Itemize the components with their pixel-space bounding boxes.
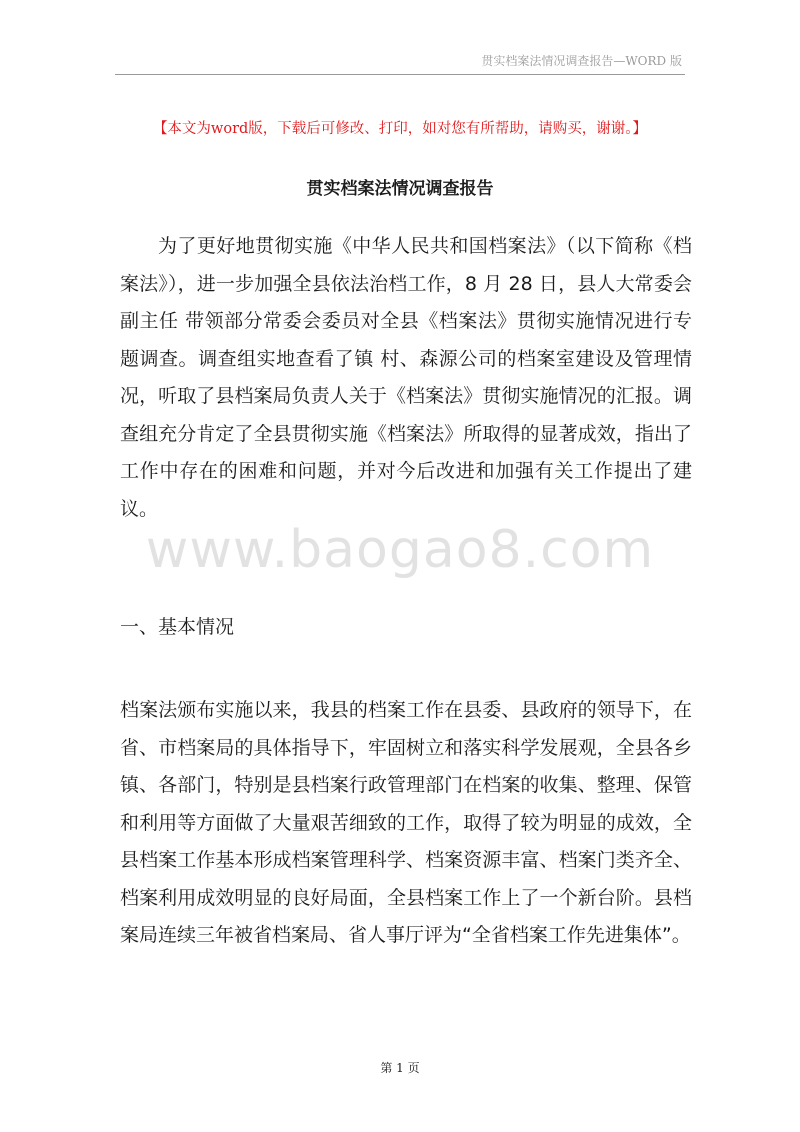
basic-situation-paragraph: 档案法颁布实施以来，我县的档案工作在县委、县政府的领导下，在省、市档案局的具体指导下，牢固树立和落实科学发展观，全县各乡镇、各部门，特别是县档案行政管理部门在档案的收集、整理、保管和利用等方面做了大量艰苦细致的工作，取得了较为明显的成效，全县档案工作基本形成档案管理科学、档案资源丰富、档案门类齐全、档案利用成效明显的良好局面，全县档案工作上了一个新台阶。县档案局连续三年被省档案局、省人事厅评为“全省档案工作先进集体”。 bbox=[120, 699, 692, 946]
page-number: 第 1 页 bbox=[380, 1061, 420, 1075]
header-divider bbox=[115, 74, 685, 75]
watermark-text: www.baogao8.com bbox=[145, 520, 655, 580]
intro-paragraph: 为了更好地贯彻实施《中华人民共和国档案法》（以下简称《档案法》），进一步加强全县依法治档工作，8 月 28 日，县人大常委会副主任 带领部分常委会委员对全县《档案法》贯彻实施情况进行专题调查。调查组实地查看了镇 村、森源公司的档案室建设及管理情况，听取了县档案局负责人关于《档案法》贯彻实施情况的汇报。调查组充分肯定了全县贯彻实施《档案法》所取得的显著成效，指出了工作中存在的困难和问题，并对今后改进和加强有关工作提出了建议。 bbox=[120, 235, 692, 520]
section-heading-basic: 一、基本情况 bbox=[120, 616, 235, 638]
running-header-title: 贯实档案法情况调查报告—WORD 版 bbox=[481, 54, 682, 68]
document-title: 贯实档案法情况调查报告 bbox=[306, 179, 494, 199]
purchase-notice: 【本文为word版，下载后可修改、打印，如对您有所帮助，请购买，谢谢。】 bbox=[152, 121, 648, 137]
